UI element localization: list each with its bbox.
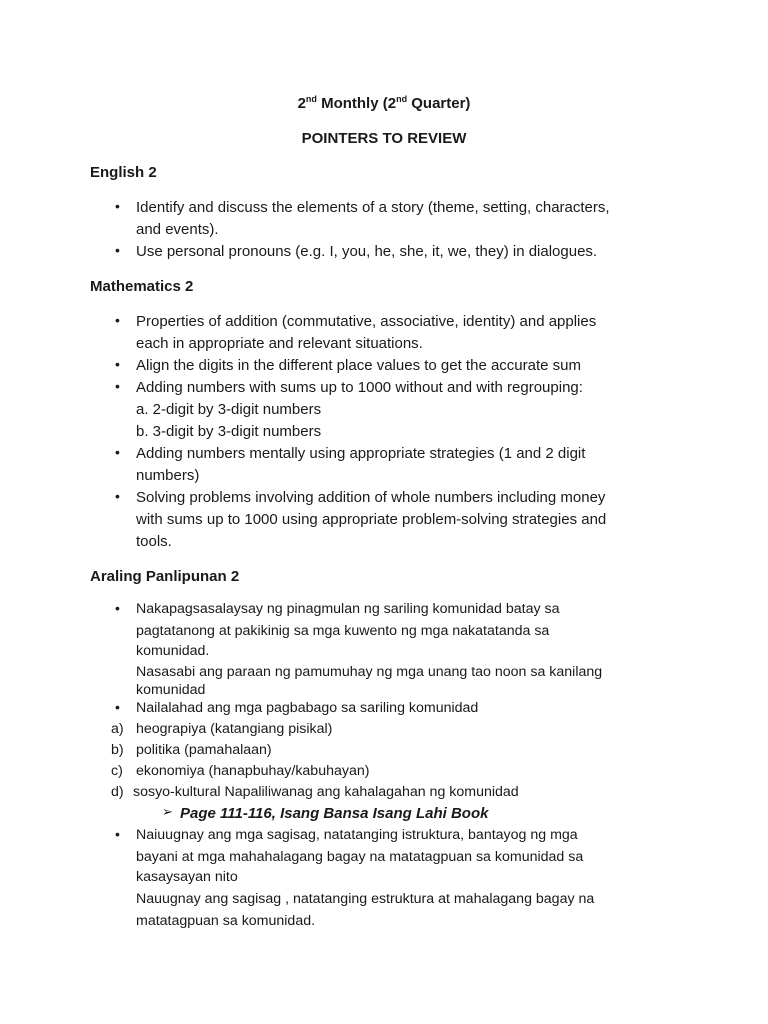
lettered-item: sosyo-kultural Napaliliwanag ang kahalagahan ng komunidad (133, 784, 519, 800)
ap-item-1-line-4: Nasasabi ang paraan ng pamumuhay ng mga unang tao noon sa kanilang (136, 664, 603, 680)
bullet-icon: • (115, 198, 120, 214)
bullet-icon: • (115, 699, 120, 715)
math-item-4-line-1: Adding numbers mentally using appropriate strategies (1 and 2 digit (136, 445, 586, 462)
page-subtitle: POINTERS TO REVIEW (301, 130, 467, 147)
math-item-1-line-1: Properties of addition (commutative, associative, identity) and applies (136, 313, 597, 330)
ap-item-3-line-1: Naiuugnay ang mga sagisag, natatanging istruktura, bantayog ng mga (136, 827, 578, 843)
ap-item-1-line-2: pagtatanong at pakikinig sa mga kuwento ng mga nakatatanda sa (136, 623, 550, 639)
bullet-icon: • (115, 826, 120, 842)
ap-item-1-line-5: komunidad (136, 682, 206, 698)
math-item-1-line-2: each in appropriate and relevant situations. (136, 335, 423, 352)
math-item-5-line-1: Solving problems involving addition of whole numbers including money (136, 489, 606, 506)
english-item-2-line-1: Use personal pronouns (e.g. I, you, he, she, it, we, they) in dialogues. (136, 243, 598, 260)
lettered-marker: c) (111, 763, 123, 779)
bullet-icon: • (115, 378, 120, 394)
lettered-item: ekonomiya (hanapbuhay/kabuhayan) (136, 763, 370, 779)
ap-item-3-line-4: Nauugnay ang sagisag , natatanging estruktura at mahalagang bagay na (136, 891, 595, 907)
lettered-item: politika (pamahalaan) (136, 742, 272, 758)
english-item-1-line-1: Identify and discuss the elements of a story (theme, setting, characters, (136, 199, 610, 216)
ap-item-1-line-1: Nakapagsasalaysay ng pinagmulan ng sariling komunidad batay sa (136, 601, 560, 617)
bullet-icon: • (115, 600, 120, 616)
section-heading-math: Mathematics 2 (90, 278, 194, 295)
page-reference: Page 111-116, Isang Bansa Isang Lahi Book (180, 805, 489, 822)
bullet-icon: • (115, 242, 120, 258)
math-item-5-line-3: tools. (136, 533, 172, 550)
english-item-1-line-2: and events). (136, 221, 219, 238)
section-heading-ap: Araling Panlipunan 2 (90, 568, 240, 585)
section-heading-english: English 2 (90, 164, 157, 181)
ap-item-3-line-5: matatagpuan sa komunidad. (136, 913, 316, 929)
page-title: 2nd Monthly (2nd Quarter) (297, 94, 471, 112)
lettered-marker: b) (111, 742, 124, 758)
lettered-item: heograpiya (katangiang pisikal) (136, 721, 333, 737)
bullet-icon: • (115, 488, 120, 504)
bullet-icon: • (115, 312, 120, 328)
lettered-marker: a) (111, 721, 124, 737)
math-item-4-line-2: numbers) (136, 467, 200, 484)
ap-item-2: Nailalahad ang mga pagbabago sa sariling komunidad (136, 700, 479, 716)
math-item-3-line-1: Adding numbers with sums up to 1000 without and with regrouping: (136, 379, 583, 396)
math-item-2-line-1: Align the digits in the different place values to get the accurate sum (136, 357, 581, 374)
math-item-3-line-2: a. 2-digit by 3-digit numbers (136, 401, 322, 418)
bullet-icon: • (115, 444, 120, 460)
math-item-5-line-2: with sums up to 1000 using appropriate problem-solving strategies and (136, 511, 607, 528)
arrow-bullet-icon: ➢ (162, 804, 173, 819)
math-item-3-line-3: b. 3-digit by 3-digit numbers (136, 423, 322, 440)
ap-item-1-line-3: komunidad. (136, 643, 210, 659)
lettered-marker: d) (111, 784, 124, 800)
ap-item-3-line-2: bayani at mga mahahalagang bagay na matatagpuan sa komunidad sa (136, 849, 584, 865)
bullet-icon: • (115, 356, 120, 372)
ap-item-3-line-3: kasaysayan nito (136, 869, 238, 885)
